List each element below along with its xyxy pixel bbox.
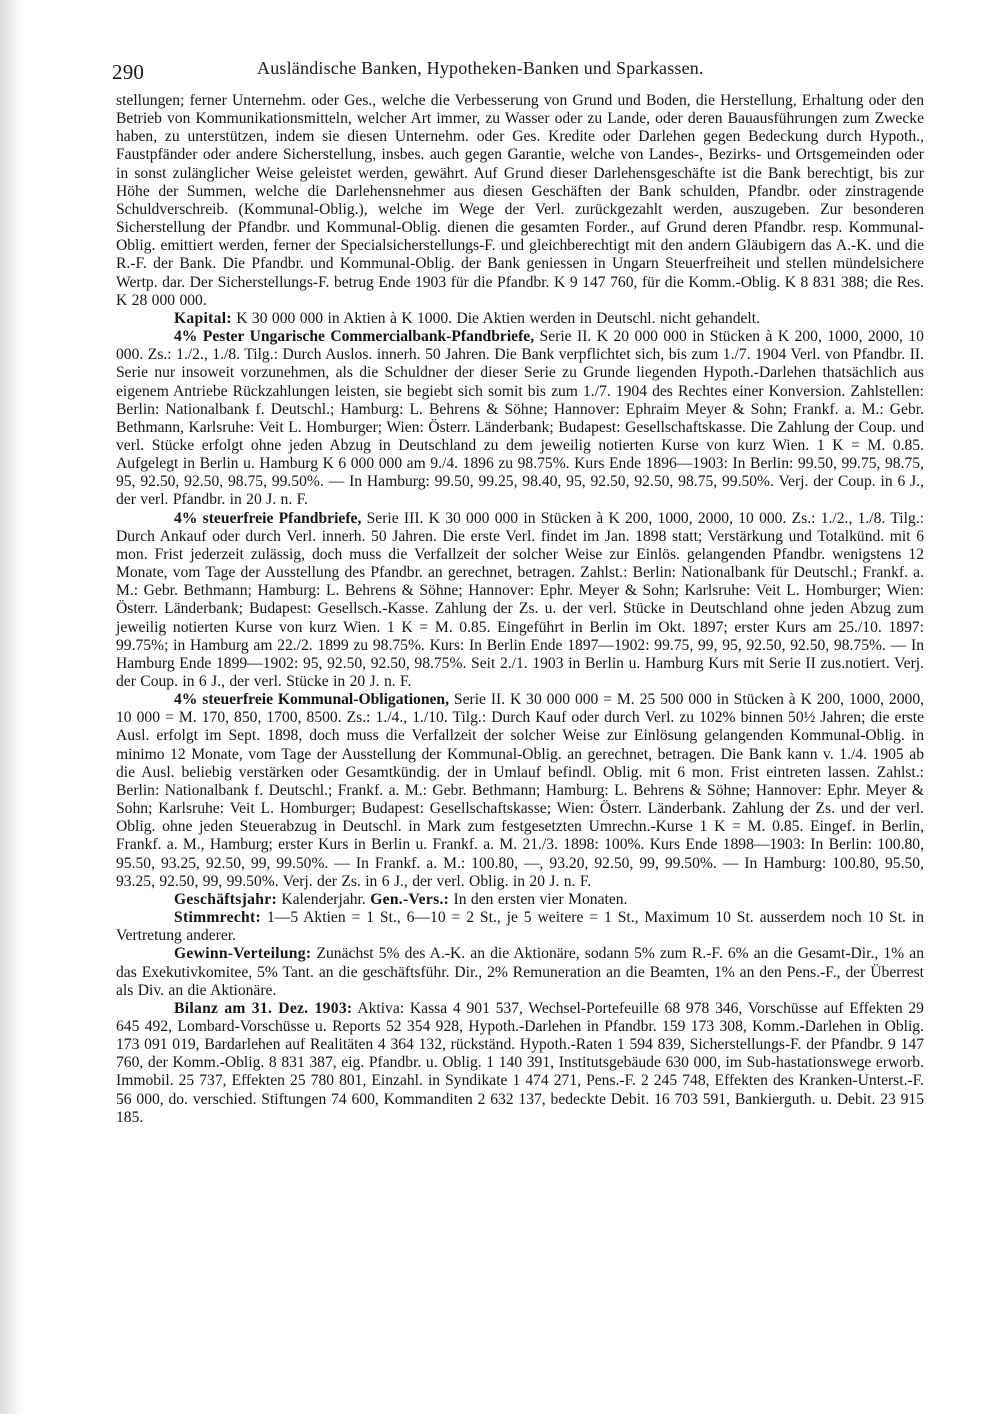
paragraph-pfandbriefe-serie-2 xyxy=(116,328,924,510)
bond-heading: 4% steuerfreie Kommunal-Obligationen, xyxy=(174,691,450,709)
scan-edge-shadow xyxy=(0,0,28,1414)
paragraph-text: Serie III. K 30 000 000 in Stücken à K 200, 1000, 2000, 10 000. Zs.: 1./2., 1./8. Tilg.: Durch Ankauf oder durch Verl. innerh. 50 Jahren. Die erste Verl. findet im Jan. 1898 statt; Verstärkung und Totalkünd. mit 6 mon. Frist jederzeit zulässig, doch muss die Verfallzeit der solcher Weise zur Einlös. gelangenden Pfandbr. wenigstens 12 Monate, vom Tage der Ausstellung des Pfandbr. an gerechnet, betragen. Zahlst.: Berlin: Nationalbank für Deutschl.; Frankf. a. M.: Gebr. Bethmann; Hamburg: L. Behrens & Söhne; Hannover: Ephr. Meyer & Sohn; Karlsruhe: Veit L. Homburger; Wien: Österr. Länderbank; Budapest: Gesellsch.-Kasse. Zahlung der Zs. u. der verl. Stücke in Deutschland ohne jeden Abzug zum jeweilig notierten Kurse von kurz Wien. 1 K = M. 0.85. Eingeführt in Berlin im Okt. 1897; erster Kurs am 25./10. 1897: 99.75%; in Hamburg am 22./2. 1899 zu 98.75%. Kurs: In Berlin Ende 1897—1902: 99.75, 99, 95, 92.50, 92.50, 98.75%. — In Hamburg Ende 1899—1902: 95, 92.50, 92.50, 98.75%. Seit 2./1. 1903 in Berlin u. Hamburg Kurs mit Serie II zus.notiert. Verj. der Coup. in 6 J., der verl. Stücke in 20 J. n. F. xyxy=(116,509,924,690)
running-title: Ausländische Banken, Hypotheken-Banken und Sparkassen. xyxy=(257,58,704,78)
section-label: Bilanz am 31. Dez. 1903: xyxy=(174,999,353,1017)
section-label: Kapital: xyxy=(174,309,232,327)
paragraph-kapital xyxy=(116,310,924,328)
page-number: 290 xyxy=(112,60,145,84)
paragraph-text: Serie II. K 30 000 000 = M. 25 500 000 in Stücken à K 200, 1000, 2000, 10 000 = M. 170, 850, 1700, 8500. Zs.: 1./4., 1./10. Tilg.: Durch Kauf oder durch Verl. zu 102% binnen 50½ Jahren; die erste Ausl. erfolgt im Sept. 1898, doch muss die Verfallzeit der solcher Weise zur Einlösung gelangenden Kommunal-Oblig. in minimo 12 Monate, vom Tage der Ausstellung der Kommunal-Oblig. an gerechnet, betragen. Die Bank kann v. 1./4. 1905 ab die Ausl. beliebig verstärken oder Gesamtkündig. der in Umlauf befindl. Oblig. mit 6 mon. Frist eintreten lassen. Zahlst.: Berlin: Nationalbank f. Deutschl.; Frankf. a. M.: Gebr. Bethmann; Hamburg: L. Behrens & Söhne; Hannover: Ephr. Meyer & Sohn; Karlsruhe: Veit L. Homburger; Budapest: Gesellschaftskasse; Wien: Österr. Länderbank. Zahlung der Zs. und der verl. Oblig. ohne jeden Steuerabzug in Deutschl. in Mark zum festgesetzten Umrechn.-Kurse 1 K = M. 0.85. Eingef. in Berlin, Frankf. a. M., Hamburg; erster Kurs in Berlin u. Frankf. a. M. 21./3. 1898: 100%. Kurs Ende 1898—1903: In Berlin: 100.80, 95.50, 93.25, 92.50, 99, 99.50%. — In Frankf. a. M.: 100.80, —, 93.20, 92.50, 99, 99.50%. — In Hamburg: 100.80, 95.50, 93.25, 92.50, 99, 99.50%. Verj. der Zs. in 6 J., der verl. Oblig. in 20 J. n. F. xyxy=(116,691,925,890)
paragraph-intro xyxy=(116,92,924,310)
paragraph-kommunal-obligationen xyxy=(116,691,924,891)
paragraph-stimmrecht xyxy=(116,909,924,945)
paragraph-text: In den ersten vier Monaten. xyxy=(449,890,628,908)
bond-heading: 4% Pester Ungarische Commercialbank-Pfandbriefe, xyxy=(174,328,535,346)
section-label: Stimmrecht: xyxy=(174,909,262,927)
paragraph-text: stellungen; ferner Unternehm. oder Ges., welche die Verbesserung von Grund und Boden, die Herstellung, Erhaltung oder den Betrieb von Kommunikationsmitteln, welcher Art immer, zu Wasser oder zu Lande, oder deren Bauausführungen zum Zwecke haben, zu unterstützen, indem sie diesen Unternehm. oder Ges. Kredite oder Darlehen gegen Bedeckung durch Hypoth., Faustpfänder oder andere Sicherstellung, insbes. auch gegen Garantie, welche von Landes-, Bezirks- und Ortsgemeinden oder in sonst zulänglicher Weise geleistet werden, gewährt. Auf Grund dieser Darlehensgeschäfte ist die Bank berechtigt, bis zur Höhe der Summen, welche die Darlehensnehmer aus diesen Geschäften der Bank schulden, Pfandbr. oder zinstragende Schuldverschreib. (Kommunal-Oblig.), welche im Wege der Verl. zurückgezahlt werden, auszugeben. Zur besonderen Sicherstellung der Pfandbr. und Kommunal-Oblig. dienen die gesamten Forder., auf Grund deren Pfandbr. resp. Kommunal-Oblig. emittiert werden, ferner der Specialsicherstellungs-F. und gleichberechtigt mit den andern Gläubigern das A.-K. und die R.-F. der Bank. Die Pfandbr. und Kommunal-Oblig. der Bank geniessen in Ungarn Steuerfreiheit und stellen mündelsichere Wertp. dar. Der Sicherstellungs-F. betrug Ende 1903 für die Pfandbr. K 9 147 760, für die Komm.-Oblig. K 8 831 388; die Res. K 28 000 000. xyxy=(116,92,924,309)
paragraph-bilanz xyxy=(116,1000,924,1127)
paragraph-text: Serie II. K 20 000 000 in Stücken à K 200, 1000, 2000, 10 000. Zs.: 1./2., 1./8. Tilg.: Durch Auslos. innerh. 50 Jahren. Die Bank verpflichtet sich, bis zum 1./7. 1904 Verl. von Pfandbr. II. Serie nur insoweit vorzunehmen, als die Schuldner der dieser Serie zu Grunde liegenden Hypoth.-Darlehen thatsächlich aus eigenem Antriebe Rückzahlungen leisten, sie begiebt sich somit bis zum 1./7. 1904 des Rechtes einer Konversion. Zahlstellen: Berlin: Nationalbank f. Deutschl.; Hamburg: L. Behrens & Söhne; Hannover: Ephraim Meyer & Sohn; Frankf. a. M.: Gebr. Bethmann, Karlsruhe: Veit L. Homburger; Wien: Österr. Länderbank; Budapest: Gesellschaftskasse. Die Zahlung der Coup. und verl. Stücke erfolgt ohne jeden Abzug in Deutschland zu dem jeweilig notierten Kurse von kurz Wien. 1 K = M. 0.85. Aufgelegt in Berlin u. Hamburg K 6 000 000 am 9./4. 1896 zu 98.75%. Kurs Ende 1896—1903: In Berlin: 99.50, 99.75, 98.75, 95, 92.50, 92.50, 98.75, 99.50%. — In Hamburg: 99.50, 99.25, 98.40, 95, 92.50, 92.50, 98.75, 99.50%. Verj. der Coup. in 6 J., der verl. Pfandbr. in 20 J. n. F. xyxy=(116,328,924,509)
paragraph-gewinn-verteilung xyxy=(116,945,924,999)
section-label: Gewinn-Verteilung: xyxy=(174,945,312,963)
paragraph-geschaeftsjahr xyxy=(116,891,924,909)
section-label: Geschäftsjahr: xyxy=(174,890,277,908)
bond-heading: 4% steuerfreie Pfandbriefe, xyxy=(174,509,362,527)
paragraph-text: Aktiva: Kassa 4 901 537, Wechsel-Portefeuille 68 978 346, Vorschüsse auf Effekten 29 645 492, Lombard-Vorschüsse u. Reports 52 354 928, Hypoth.-Darlehen in Pfandbr. 159 173 308, Komm.-Darlehen in Oblig. 173 091 019, Bardarlehen auf Realitäten 4 364 132, rückständ. Hypoth.-Raten 1 594 839, Sicherstellungs-F. der Pfandbr. 9 147 760, der Komm.-Oblig. 8 831 387, eig. Pfandbr. u. Oblig. 1 140 391, Institutsgebäude 630 000, im Sub-hastationswege erworb. Immobil. 25 737, Effekten 25 780 801, Einzahl. in Syndikate 1 474 271, Pens.-F. 2 245 748, Effekten des Kranken-Unterst.-F. 56 000, do. verschied. Stiftungen 74 600, Kommanditen 2 632 137, bedeckte Debit. 16 703 591, Bankierguth. u. Debit. 23 915 185. xyxy=(116,999,924,1126)
body-text xyxy=(116,92,924,1127)
paragraph-text: 1—5 Aktien = 1 St., 6—10 = 2 St., je 5 weitere = 1 St., Maximum 10 St. ausserdem noch 10 St. in Vertretung anderer. xyxy=(116,909,924,945)
paragraph-pfandbriefe-serie-3 xyxy=(116,510,924,692)
section-label: Gen.-Vers.: xyxy=(370,890,450,908)
paragraph-text: Kalenderjahr. xyxy=(276,890,371,908)
paragraph-text: Zunächst 5% des A.-K. an die Aktionäre, sodann 5% zum R.-F. 6% an die Gesamt-Dir., 1% an das Exekutivkomitee, 5% Tant. an die geschäftsführ. Dir., 2% Remuneration an die Beamten, 1% an den Pens.-F., der Überrest als Div. an die Aktionäre. xyxy=(116,945,924,999)
paragraph-text: K 30 000 000 in Aktien à K 1000. Die Aktien werden in Deutschl. nicht gehandelt. xyxy=(231,309,760,327)
